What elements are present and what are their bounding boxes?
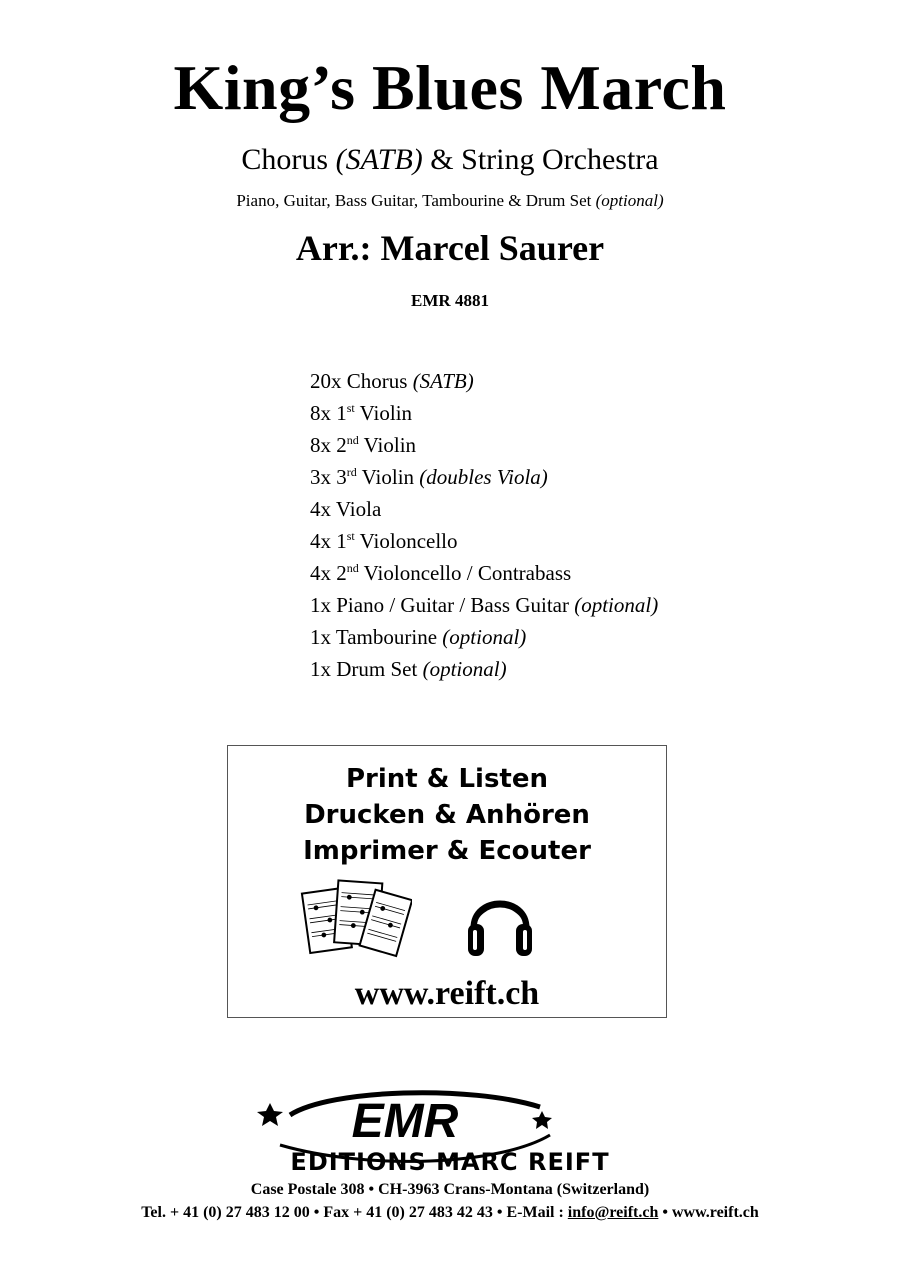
promo-line-en: Print & Listen <box>345 764 549 794</box>
page-title: King’s Blues March <box>173 52 727 123</box>
publisher-address: Case Postale 308 • CH-3963 Crans-Montana (Switzerland) <box>250 1181 650 1198</box>
part-item: 1x Drum Set (optional) <box>310 657 507 681</box>
arranger: Arr.: Marcel Saurer <box>295 228 605 268</box>
headphones-icon <box>466 882 534 960</box>
promo-line-de: Drucken & Anhören <box>304 800 590 830</box>
email-link[interactable]: info@reift.ch <box>567 1204 659 1221</box>
optional-instruments <box>0 190 900 212</box>
instruments-text: Piano, Guitar, Bass Guitar, Tambourine & Drum Set <box>236 191 596 210</box>
promo-line-fr: Imprimer & Ecouter <box>303 836 591 866</box>
publisher-name: EDITIONS MARC REIFT <box>290 1148 610 1176</box>
promo-url[interactable]: www.reift.ch <box>354 975 540 1012</box>
part-item: 20x Chorus (SATB) <box>310 369 474 393</box>
catalog-number: EMR 4881 <box>411 291 489 310</box>
parts-list <box>310 365 658 685</box>
part-item: 1x Piano / Guitar / Bass Guitar (optional) <box>310 593 659 617</box>
subtitle-text-end: & String Orchestra <box>422 143 659 176</box>
part-item: 3x 3rd Violin (doubles Viola) <box>310 465 548 489</box>
part-item: 4x 1st Violoncello <box>310 529 458 553</box>
subtitle-italic: (SATB) <box>335 143 423 176</box>
subtitle <box>0 142 900 178</box>
part-item: 4x Viola <box>310 497 382 521</box>
sheet-music-icon <box>300 876 412 960</box>
part-item: 8x 1st Violin <box>310 401 413 425</box>
part-item: 1x Tambourine (optional) <box>310 625 527 649</box>
print-listen-box <box>227 745 667 1018</box>
publisher-contact: Tel. + 41 (0) 27 483 12 00 • Fax + 41 (0) 27 483 42 43 • E-Mail : info@reift.ch • www.reift.ch <box>141 1204 759 1221</box>
part-item: 8x 2nd Violin <box>310 433 417 457</box>
logo-text: EMR <box>351 1095 459 1148</box>
instruments-italic: (optional) <box>595 191 664 210</box>
subtitle-text: Chorus <box>241 143 336 176</box>
part-item: 4x 2nd Violoncello / Contrabass <box>310 561 572 585</box>
